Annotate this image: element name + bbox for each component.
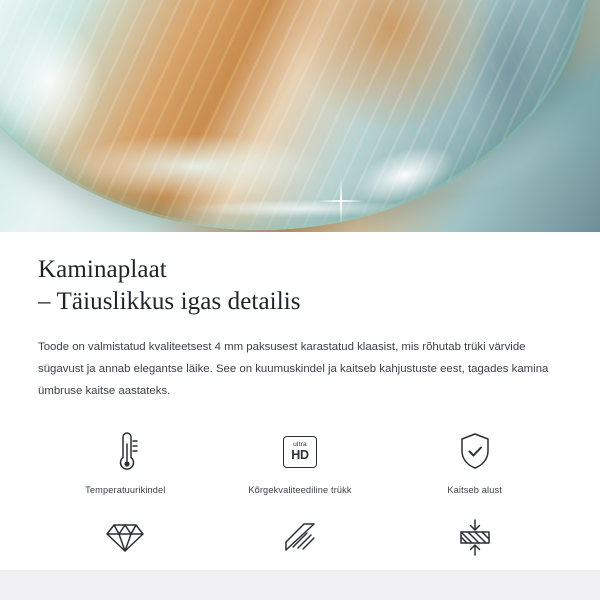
sparkle-icon — [318, 178, 364, 224]
diamond-icon — [105, 515, 145, 561]
feature-item-surface-protection — [387, 429, 562, 495]
product-description: Toode on valmistatud kvaliteetsest 4 mm paksusest karastatud klaasist, mis rõhutab trüki värvide sügavust ja annab elegantse läike. See on kuumuskindel ja kaitseb kahjustuste eest, tagades kamina ümbruse kaitse aastateks. — [38, 341, 549, 398]
feature-label: Temperatuurikindel — [85, 484, 166, 495]
feature-grid — [38, 429, 562, 581]
headline-line-2: – Täiuslikkus igas detailis — [38, 288, 301, 315]
content-area — [0, 254, 600, 581]
badge-top-text: ultra — [293, 440, 307, 448]
shield-check-icon — [458, 429, 492, 475]
thickness-arrows-icon — [456, 515, 494, 561]
feature-item-temperature — [38, 429, 213, 495]
polished-edges-icon — [282, 515, 318, 561]
round-glass-plate-graphic — [0, 0, 590, 230]
hero-image — [0, 0, 600, 232]
bottom-bar — [0, 570, 600, 600]
feature-label: Kaitseb alust — [447, 484, 502, 495]
ultra-hd-badge-icon — [283, 429, 317, 475]
badge-bottom-text: HD — [291, 448, 309, 463]
headline-line-1: Kaminaplaat — [38, 256, 167, 283]
feature-label: Kõrgekvaliteediline trükk — [248, 484, 352, 495]
thermometer-icon — [110, 429, 140, 475]
feature-item-print-quality — [213, 429, 388, 495]
page-title — [38, 254, 562, 318]
